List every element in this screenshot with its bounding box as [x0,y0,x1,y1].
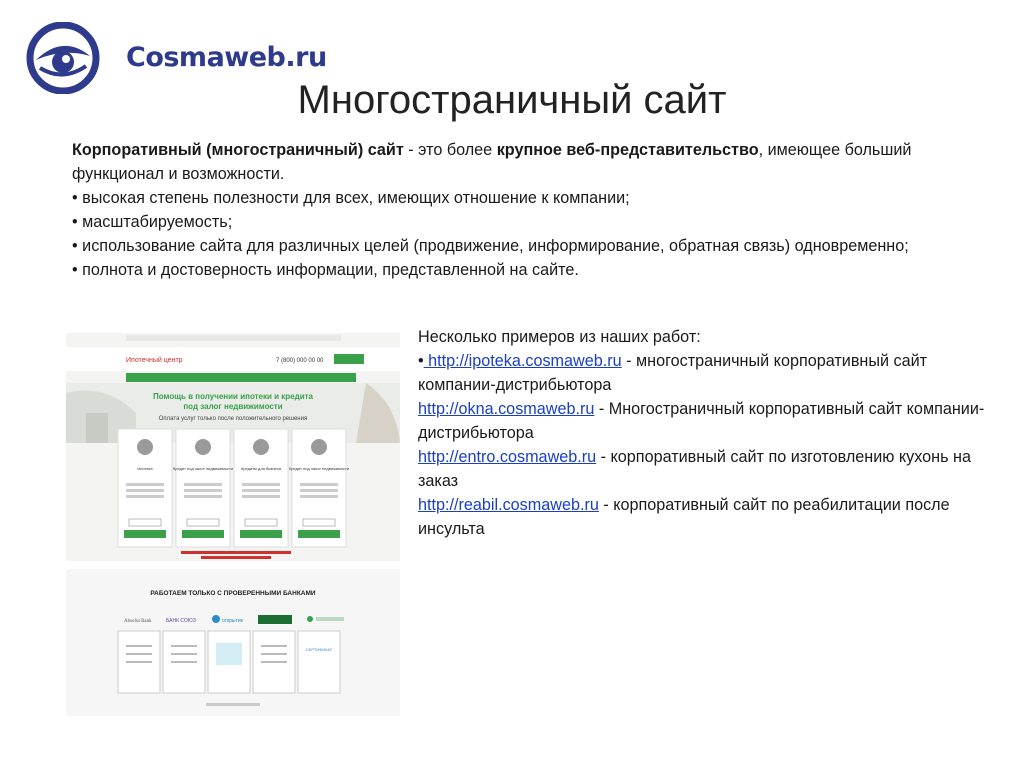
site-phone: 7 (800) 000 00 00 [276,358,324,364]
intro-lead-mid: - это более [403,141,497,159]
service-card [234,429,288,547]
banks-title: РАБОТАЕМ ТОЛЬКО С ПРОВЕРЕННЫМИ БАНКАМИ [150,590,316,597]
card-title: Кредит под залог недвижимости [172,466,234,471]
intro-bullet: • использование сайта для различных целей (продвижение, информирование, обратная связь) одновременно; [72,237,909,255]
example-item [418,349,988,397]
examples-heading: Несколько примеров из наших работ: [418,328,701,346]
example-desc: - Многостраничный корпоративный сайт компании-дистрибьютора [418,400,985,442]
logo-text: Cosmaweb.ru [126,42,327,73]
card-title: Кредиты для бизнеса [240,466,282,471]
intro-lead [72,138,952,186]
intro-lead-bold2: крупное веб-представительство [496,141,759,159]
website-screenshot [66,333,400,716]
example-desc: - многостраничный корпоративный сайт компании-дистрибьютора [418,352,928,394]
hero-line1: Помощь в получении ипотеки и кредита [153,392,313,401]
intro-bullet: • высокая степень полезности для всех, имеющих отношение к компании; [72,189,630,207]
example-link-reabil[interactable]: http://reabil.cosmaweb.ru [418,496,599,514]
intro-lead-bold: Корпоративный (многостраничный) сайт [72,141,404,159]
intro-lead-rest: , имеющее больший функционал и возможности. [72,141,912,183]
service-card [173,429,233,547]
service-card [289,429,349,547]
page-title: Многостраничный сайт [297,78,727,122]
certificates [118,631,340,693]
hero-line2: под залог недвижимости [183,402,283,411]
cert-label: СЕРТИФИКАТ [305,647,333,652]
service-card [118,429,172,547]
card-title: Ипотека [137,466,153,471]
examples-section [418,325,988,541]
example-link-entro[interactable]: http://entro.cosmaweb.ru [418,448,597,466]
example-link-okna[interactable]: http://okna.cosmaweb.ru [418,400,595,418]
example-link-ipoteka[interactable]: http://ipoteka.cosmaweb.ru [423,352,622,370]
website-screenshot-graphic [66,333,400,716]
bullet: • [418,352,424,370]
intro-bullet: • масштабируемость; [72,213,233,231]
example-item [418,493,988,541]
example-item [418,445,988,493]
service-cards [118,429,349,547]
intro-text [72,138,952,282]
bank-logo: БАНК СОЮЗ [166,618,196,624]
bank-logo: Absolut Bank [124,619,152,624]
hero-sub: Оплата услуг только после положительного решения [158,416,308,422]
card-title: Кредит под залог недвижимости [288,466,350,471]
example-item [418,397,988,445]
site-brand: Ипотечный центр [126,357,183,364]
bank-logo: открытие [222,618,244,624]
example-desc: - корпоративный сайт по реабилитации после инсульта [418,496,950,538]
example-desc: - корпоративный сайт по изготовлению кухонь на заказ [418,448,971,490]
intro-bullet: • полнота и достоверность информации, представленной на сайте. [72,261,579,279]
